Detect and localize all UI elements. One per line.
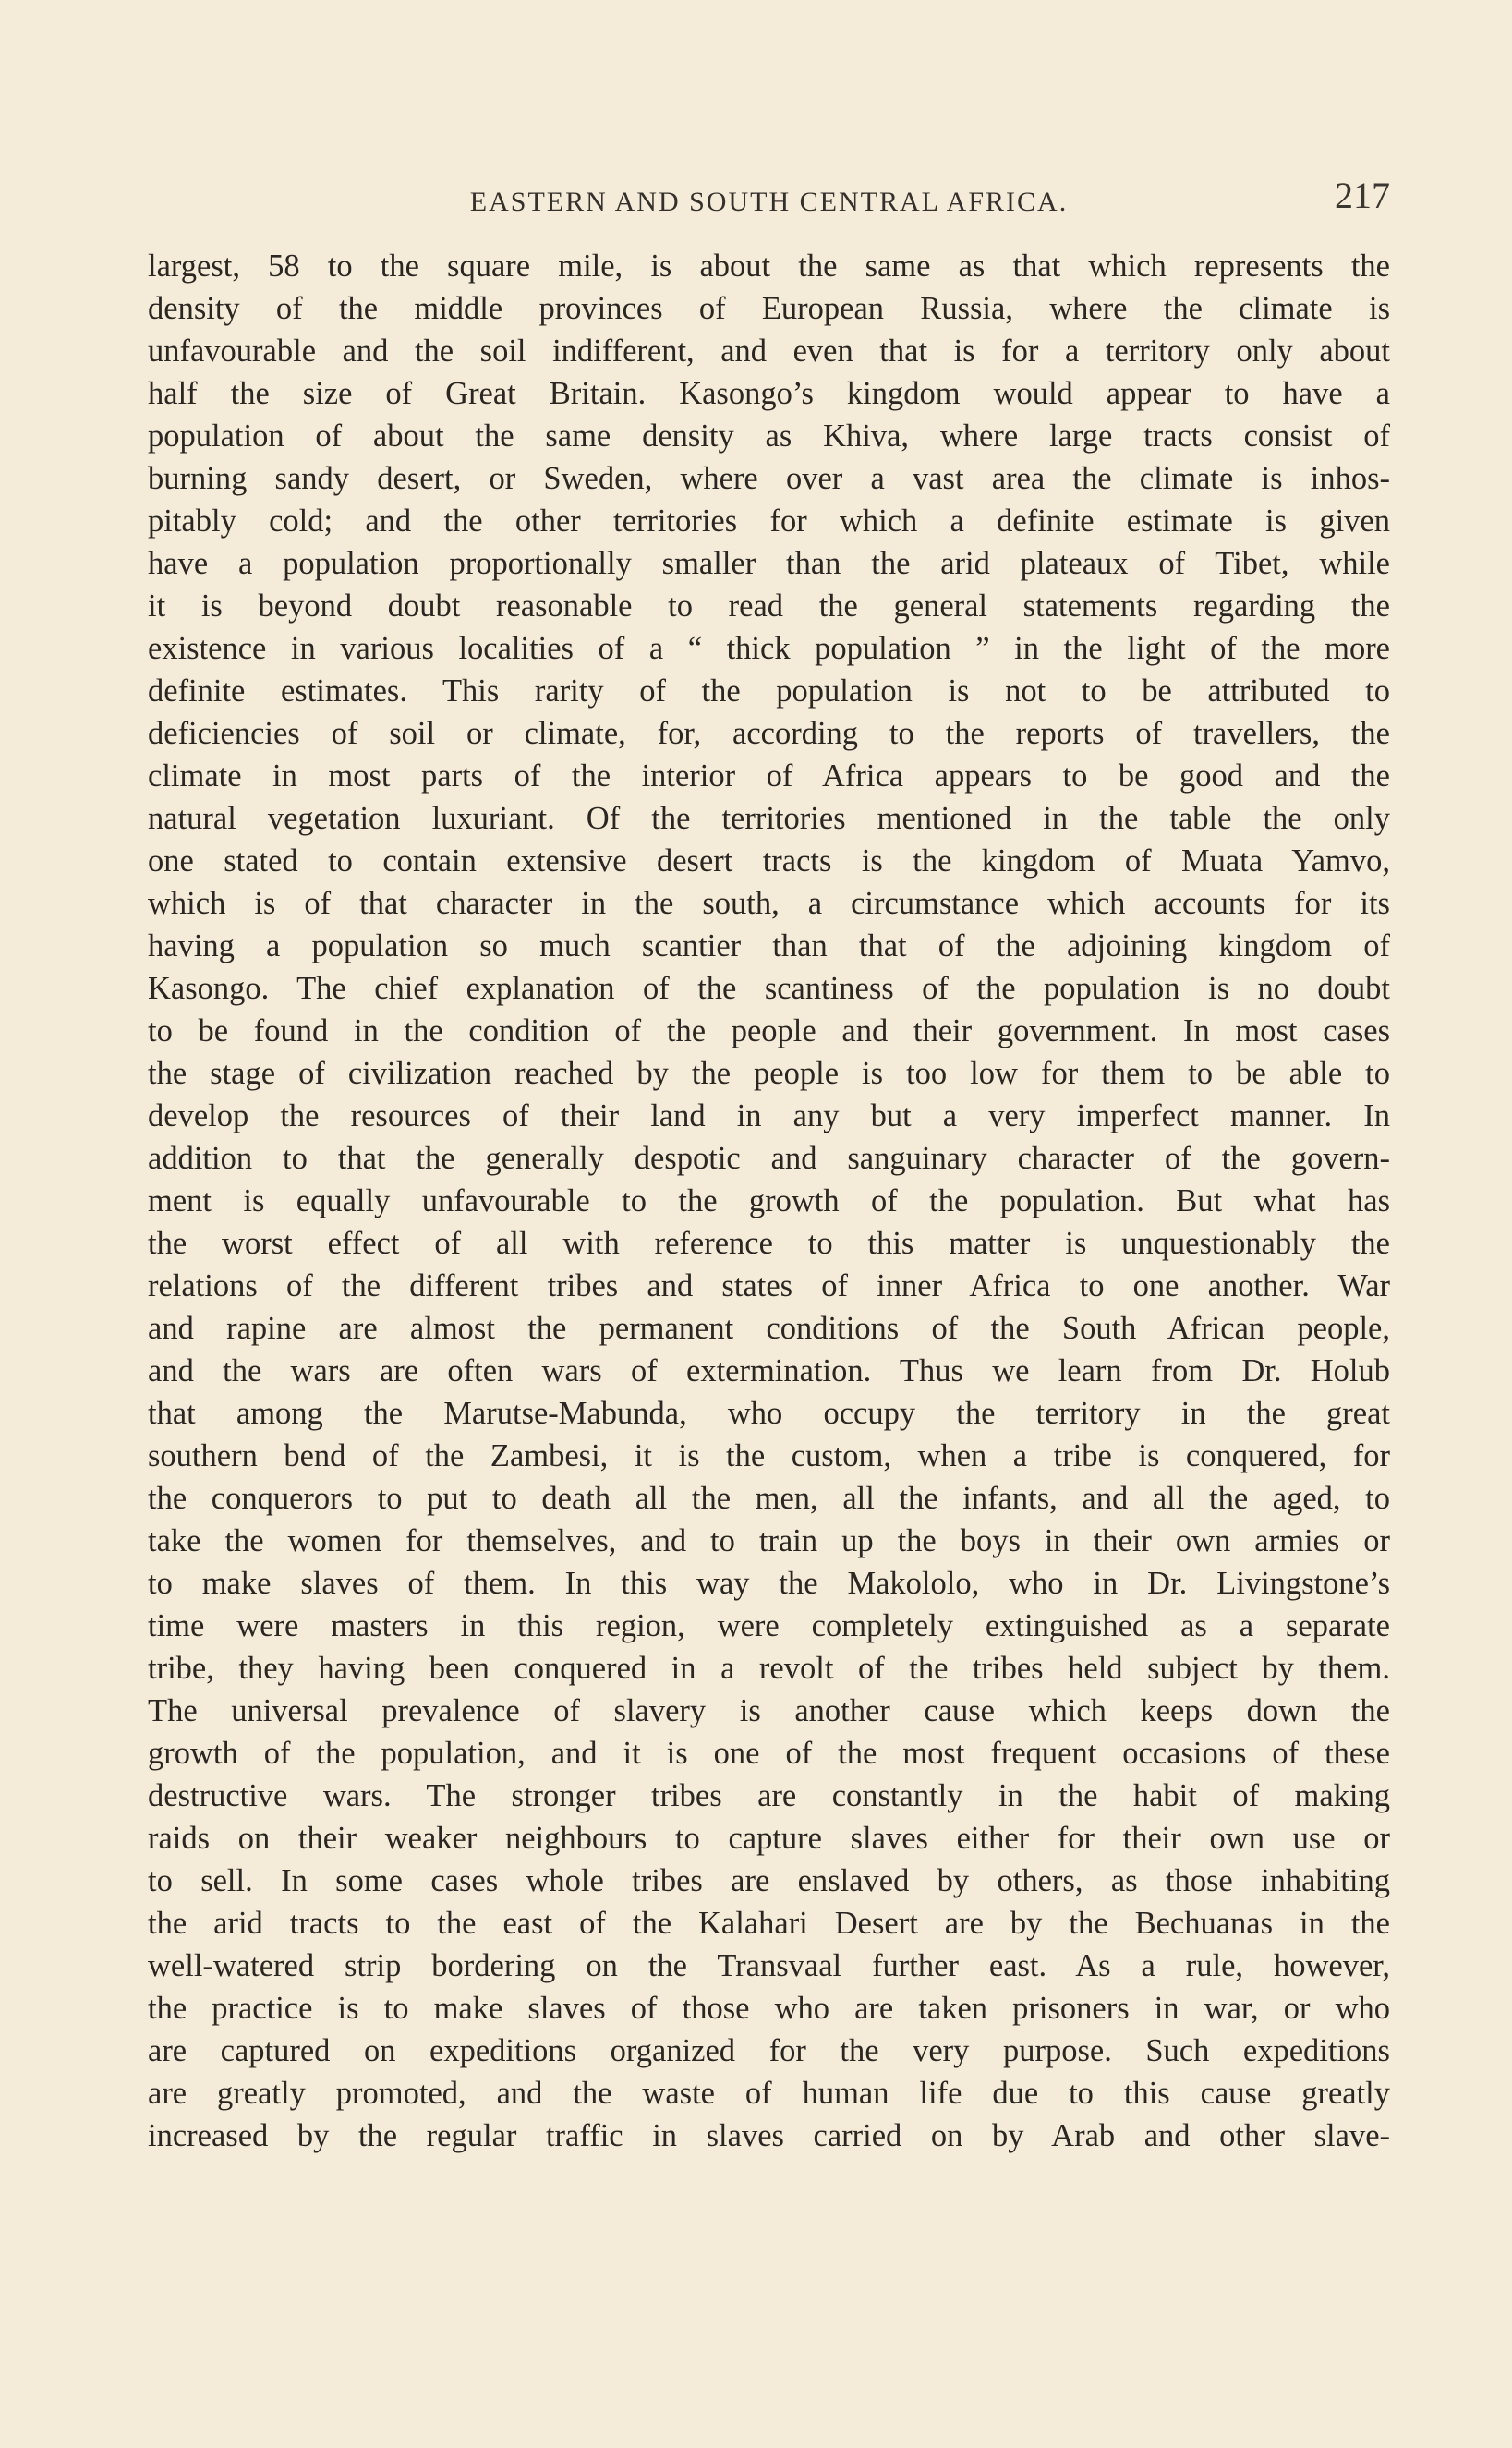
text-line: are captured on expeditions organized for the very purpose. Such expeditions [148,2033,1390,2068]
text-line: having a population so much scantier than that of the adjoining kingdom of [148,928,1390,963]
text-line: burning sandy desert, or Sweden, where over a vast area the climate is inhos- [148,461,1390,496]
text-line: one stated to contain extensive desert tracts is the kingdom of Muata Yamvo, [148,843,1390,879]
text-line: tribe, they having been conquered in a revolt of the tribes held subject by them. [148,1651,1390,1686]
text-line: develop the resources of their land in any but a very imperfect manner. In [148,1098,1390,1133]
text-line: that among the Marutse-Mabunda, who occupy the territory in the great [148,1396,1390,1431]
text-line: the conquerors to put to death all the men, all the infants, and all the aged, to [148,1481,1390,1516]
text-line: to make slaves of them. In this way the Makololo, who in Dr. Livingstone’s [148,1566,1390,1601]
text-line: the practice is to make slaves of those who are taken prisoners in war, or who [148,1991,1390,2026]
text-line: to be found in the condition of the people and their government. In most cases [148,1013,1390,1048]
text-line: relations of the different tribes and states of inner Africa to one another. War [148,1268,1390,1303]
text-line: existence in various localities of a “ thick population ” in the light of the more [148,631,1390,666]
text-line: the stage of civilization reached by the people is too low for them to be able to [148,1056,1390,1091]
text-line: definite estimates. This rarity of the population is not to be attributed to [148,673,1390,709]
page-number: 217 [1335,175,1390,216]
text-line: time were masters in this region, were completely extinguished as a separate [148,1608,1390,1643]
text-line: increased by the regular traffic in slaves carried on by Arab and other slave- [148,2118,1390,2153]
text-line: deficiencies of soil or climate, for, according to the reports of travellers, the [148,716,1390,751]
text-line: addition to that the generally despotic and sanguinary character of the govern- [148,1141,1390,1176]
text-line: largest, 58 to the square mile, is about the same as that which represents the [148,248,1390,284]
text-line: it is beyond doubt reasonable to read the general statements regarding the [148,588,1390,624]
running-title: EASTERN AND SOUTH CENTRAL AFRICA. [469,187,1069,217]
text-line: ment is equally unfavourable to the growth of the population. But what has [148,1183,1390,1218]
text-line: the arid tracts to the east of the Kalahari Desert are by the Bechuanas in the [148,1906,1390,1941]
text-line: The universal prevalence of slavery is another cause which keeps down the [148,1693,1390,1728]
text-line: and rapine are almost the permanent conditions of the South African people, [148,1311,1390,1346]
text-line: which is of that character in the south, a circumstance which accounts for its [148,886,1390,921]
text-line: well-watered strip bordering on the Transvaal further east. As a rule, however, [148,1948,1390,1983]
text-line: the worst effect of all with reference to this matter is unquestionably the [148,1226,1390,1261]
running-header [148,174,1390,229]
text-line: and the wars are often wars of extermination. Thus we learn from Dr. Holub [148,1353,1390,1388]
text-line: population of about the same density as Khiva, where large tracts consist of [148,418,1390,454]
text-line: growth of the population, and it is one of the most frequent occasions of these [148,1736,1390,1771]
text-line: unfavourable and the soil indifferent, and even that is for a territory only about [148,333,1390,369]
body-text [148,245,1390,2157]
text-line: take the women for themselves, and to train up the boys in their own armies or [148,1523,1390,1558]
text-line: density of the middle provinces of European Russia, where the climate is [148,291,1390,326]
text-line: have a population proportionally smaller than the arid plateaux of Tibet, while [148,546,1390,581]
text-line: to sell. In some cases whole tribes are enslaved by others, as those inhabiting [148,1863,1390,1898]
text-line: Kasongo. The chief explanation of the scantiness of the population is no doubt [148,971,1390,1006]
text-line: southern bend of the Zambesi, it is the custom, when a tribe is conquered, for [148,1438,1390,1473]
text-line: natural vegetation luxuriant. Of the territories mentioned in the table the only [148,801,1390,836]
text-line: half the size of Great Britain. Kasongo’s kingdom would appear to have a [148,376,1390,411]
text-line: raids on their weaker neighbours to capture slaves either for their own use or [148,1821,1390,1856]
text-line: pitably cold; and the other territories for which a definite estimate is given [148,503,1390,539]
text-line: are greatly promoted, and the waste of human life due to this cause greatly [148,2076,1390,2111]
text-line: climate in most parts of the interior of Africa appears to be good and the [148,758,1390,794]
text-line: destructive wars. The stronger tribes are constantly in the habit of making [148,1778,1390,1813]
